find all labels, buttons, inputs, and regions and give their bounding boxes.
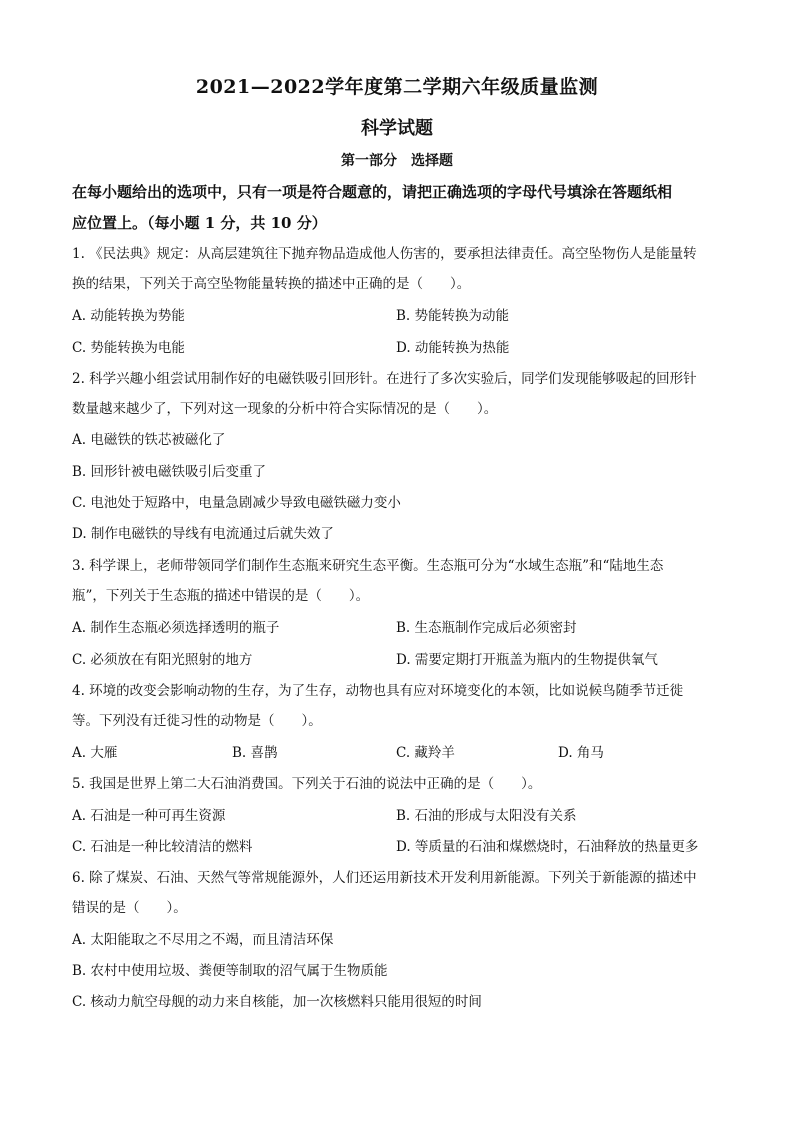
q1-option-c: C. 势能转换为电能 xyxy=(72,340,185,356)
q3-stem-line-2: 瓶”，下列关于生态瓶的描述中错误的是（ ）。 xyxy=(72,588,370,604)
q5-stem-line-1: 5. 我国是世界上第二大石油消费国。下列关于石油的说法中正确的是（ ）。 xyxy=(72,776,542,792)
q2-stem-line-1: 2. 科学兴趣小组尝试用制作好的电磁铁吸引回形针。在进行了多次实验后，同学们发现能够吸起的回形针 xyxy=(72,371,697,387)
q4-stem-line-2: 等。下列没有迁徙习性的动物是（ ）。 xyxy=(72,713,322,729)
q6-option-a: A. 太阳能取之不尽用之不竭，而且清洁环保 xyxy=(72,932,334,948)
q2-stem-line-2: 数量越来越少了，下列对这一现象的分析中符合实际情况的是（ ）。 xyxy=(72,401,498,417)
q4-option-c: C. 藏羚羊 xyxy=(396,745,455,761)
q5-option-c: C. 石油是一种比较清洁的燃料 xyxy=(72,839,253,855)
q4-option-b: B. 喜鹊 xyxy=(232,745,278,761)
q6-option-b: B. 农村中使用垃圾、粪便等制取的沼气属于生物质能 xyxy=(72,963,388,979)
q2-option-b: B. 回形针被电磁铁吸引后变重了 xyxy=(72,464,267,480)
q4-stem-line-1: 4. 环境的改变会影响动物的生存，为了生存，动物也具有应对环境变化的本领，比如说候鸟随季节迁徙 xyxy=(72,683,684,699)
instruction-line-1: 在每小题给出的选项中，只有一项是符合题意的，请把正确选项的字母代号填涂在答题纸相 xyxy=(72,183,673,201)
subject-title: 科学试题 xyxy=(361,118,433,139)
q4-option-a: A. 大雁 xyxy=(72,745,118,761)
q2-option-d: D. 制作电磁铁的导线有电流通过后就失效了 xyxy=(72,526,334,542)
q3-option-d: D. 需要定期打开瓶盖为瓶内的生物提供氧气 xyxy=(396,652,658,668)
q3-option-b: B. 生态瓶制作完成后必须密封 xyxy=(396,620,577,636)
q1-option-d: D. 动能转换为热能 xyxy=(396,340,510,356)
q2-option-a: A. 电磁铁的铁芯被磁化了 xyxy=(72,432,226,448)
section-title: 第一部分 选择题 xyxy=(341,153,453,169)
q1-stem-line-1: 1. 《民法典》规定：从高层建筑往下抛弃物品造成他人伤害的，要承担法律责任。高空坠物伤人是能量转 xyxy=(72,246,697,262)
exam-title: 2021—2022学年度第二学期六年级质量监测 xyxy=(195,76,599,98)
q5-option-a: A. 石油是一种可再生资源 xyxy=(72,808,226,824)
q4-option-d: D. 角马 xyxy=(558,745,604,761)
q6-option-c: C. 核动力航空母舰的动力来自核能，加一次核燃料只能用很短的时间 xyxy=(72,994,482,1010)
q5-option-d: D. 等质量的石油和煤燃烧时，石油释放的热量更多 xyxy=(396,839,699,855)
q1-option-b: B. 势能转换为动能 xyxy=(396,308,510,324)
instruction-line-2: 应位置上。（每小题 1 分，共 10 分） xyxy=(72,214,327,232)
q5-option-b: B. 石油的形成与太阳没有关系 xyxy=(396,808,577,824)
q6-stem-line-1: 6. 除了煤炭、石油、天然气等常规能源外，人们还运用新技术开发利用新能源。下列关于新能源的描述中 xyxy=(72,870,697,886)
q3-option-c: C. 必须放在有阳光照射的地方 xyxy=(72,652,253,668)
q3-option-a: A. 制作生态瓶必须选择透明的瓶子 xyxy=(72,620,280,636)
q1-stem-line-2: 换的结果，下列关于高空坠物能量转换的描述中正确的是（ ）。 xyxy=(72,276,471,292)
q3-stem-line-1: 3. 科学课上，老师带领同学们制作生态瓶来研究生态平衡。生态瓶可分为“水域生态瓶”和“陆地生态 xyxy=(72,558,664,574)
q6-stem-line-2: 错误的是（ ）。 xyxy=(72,900,187,916)
q2-option-c: C. 电池处于短路中，电量急剧减少导致电磁铁磁力变小 xyxy=(72,495,401,511)
q1-option-a: A. 动能转换为势能 xyxy=(72,308,185,324)
